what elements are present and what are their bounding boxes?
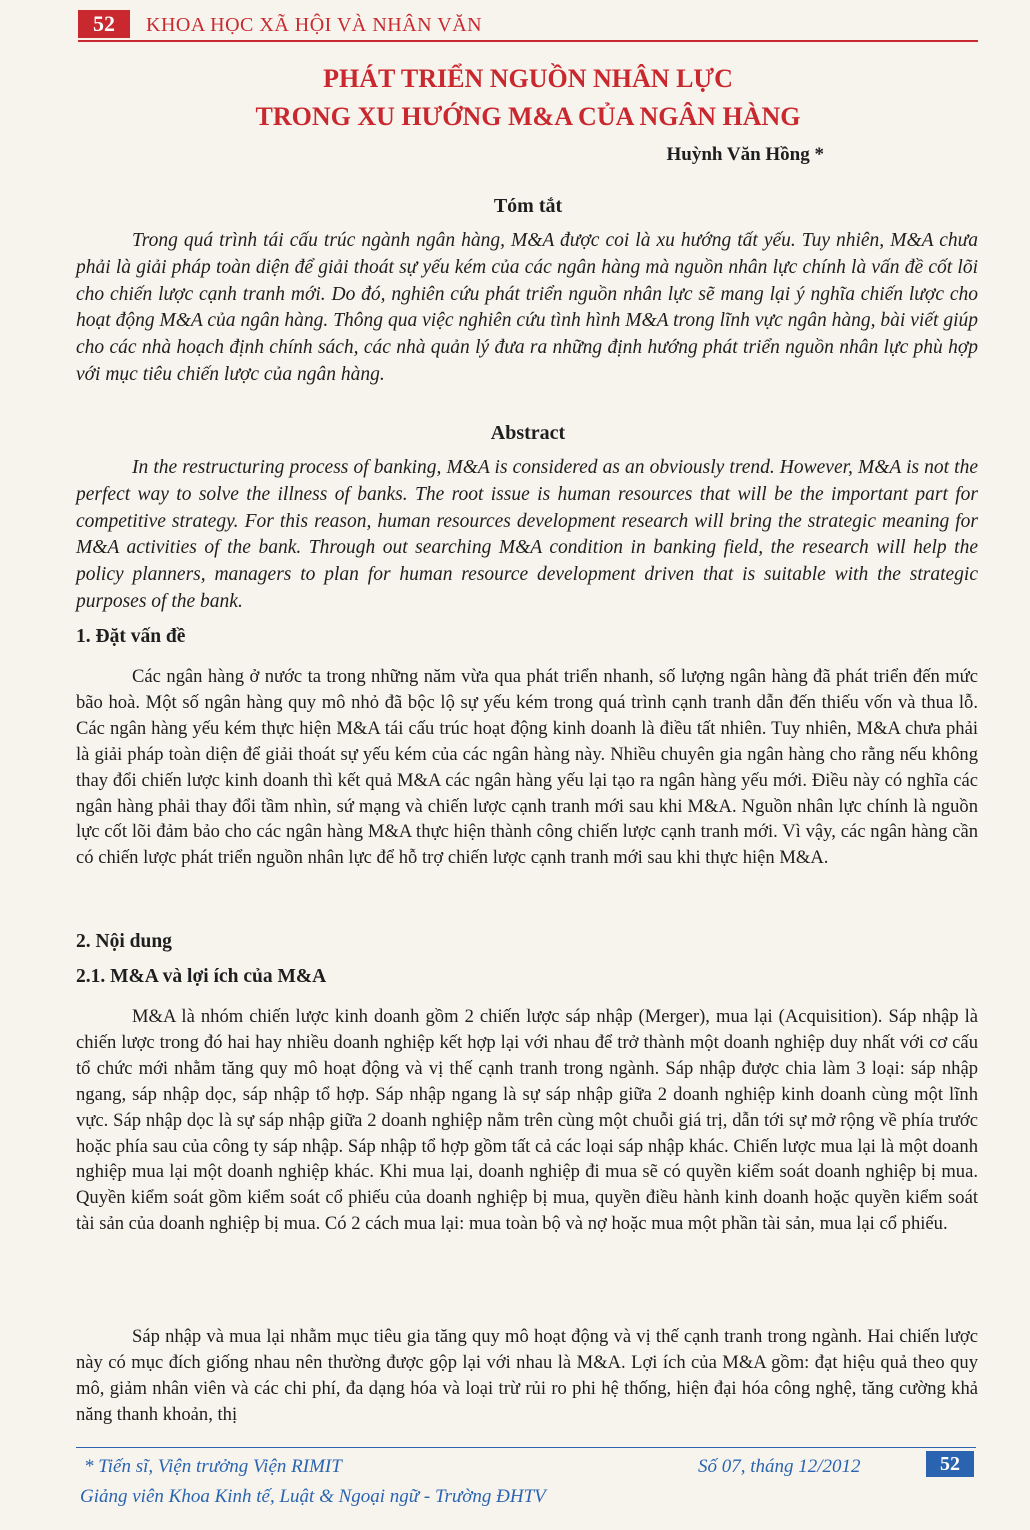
author-footnote: * Tiến sĩ, Viện trưởng Viện RIMIT bbox=[84, 1456, 342, 1477]
header-rule bbox=[78, 40, 978, 42]
issue-info: Số 07, tháng 12/2012 bbox=[698, 1456, 861, 1477]
footer-page-number: 52 bbox=[926, 1451, 974, 1477]
summary-vi-heading: Tóm tắt bbox=[493, 195, 563, 217]
author-affiliation: Giảng viên Khoa Kinh tế, Luật & Ngoại ngữ - Trường ĐHTV bbox=[80, 1486, 546, 1507]
summary-vi-text: Trong quá trình tái cấu trúc ngành ngân hàng, M&A được coi là xu hướng tất yếu. Tuy nhiên, M&A chưa phải là giải pháp toàn diện để giải thoát sự yếu kém của các ngân hàng mà nguồn nhân lực chính là vấn đề cốt lõi cho chiến lược cạnh tranh mới. Do đó, nghiên cứu phát triển nguồn nhân lực sẽ mang lại ý nghĩa chiến lược cho hoạt động M&A của ngân hàng. Thông qua việc nghiên cứu tình hình M&A trong lĩnh vực ngân hàng, bài viết giúp cho các nhà hoạch định chính sách, các nhà quản lý đưa ra những định hướng phát triển nguồn nhân lực phù hợp với mục tiêu chiến lược của ngân hàng. bbox=[76, 230, 978, 385]
title-line-1: PHÁT TRIỂN NGUỒN NHÂN LỰC bbox=[323, 64, 733, 93]
section-2-1-heading: 2.1. M&A và lợi ích của M&A bbox=[76, 966, 327, 987]
author-name: Huỳnh Văn Hồng * bbox=[666, 144, 824, 165]
section-2-1-paragraph-1: M&A là nhóm chiến lược kinh doanh gồm 2 chiến lược sáp nhập (Merger), mua lại (Acquisition). Sáp nhập là chiến lược trong đó hai hay nhiều doanh nghiệp kết hợp lại với nhau để trở thành một doanh nghiệp duy nhất với cơ cấu tổ chức mới nhằm tăng quy mô hoạt động và vị thế cạnh tranh trong ngành. Sáp nhập được chia làm 3 loại: sáp nhập ngang, sáp nhập dọc, sáp nhập tổ hợp. Sáp nhập ngang là sự sáp nhập giữa 2 doanh nghiệp kinh doanh cùng một lĩnh vực. Sáp nhập dọc là sự sáp nhập giữa 2 doanh nghiệp nằm trên cùng một chuỗi giá trị, dẫn tới sự mở rộng về phía trước hoặc phía sau của công ty sáp nhập. Sáp nhập tổ hợp gồm tất cả các loại sáp nhập khác. Chiến lược mua lại là một doanh nghiệp mua lại một doanh nghiệp khác. Khi mua lại, doanh nghiệp đi mua sẽ có quyền kiểm soát doanh nghiệp bị mua. Quyền kiểm soát gồm kiểm soát cổ phiếu của doanh nghiệp bị mua, quyền điều hành kinh doanh hoặc quyền kiểm soát tài sản của doanh nghiệp bị mua. Có 2 cách mua lại: mua toàn bộ và nợ hoặc mua một phần tài sản, mua lại cổ phiếu. bbox=[76, 1006, 978, 1235]
summary-en-text: In the restructuring process of banking, M&A is considered as an obviously trend. However, M&A is not the perfect way to solve the illness of banks. The root issue is human resources that will be the important part for competitive strategy. For this reason, human resources development research will bring the strategic meaning for M&A activities of the bank. Through out searching M&A condition in banking field, the research will help the policy planners, managers to plan for human resource development driven that is suitable with the strategic purposes of the bank. bbox=[76, 457, 978, 612]
article-title bbox=[78, 60, 978, 136]
journal-name: KHOA HỌC XÃ HỘI VÀ NHÂN VĂN bbox=[146, 14, 483, 36]
section-2-heading: 2. Nội dung bbox=[76, 931, 172, 952]
section-1-paragraph: Các ngân hàng ở nước ta trong những năm vừa qua phát triển nhanh, số lượng ngân hàng đã phát triển đến mức bão hoà. Một số ngân hàng quy mô nhỏ đã bộc lộ sự yếu kém trong quá trình cạnh tranh dẫn đến thiếu vốn và thua lỗ. Các ngân hàng yếu kém thực hiện M&A tái cấu trúc hoạt động kinh doanh là điều tất nhiên. Tuy nhiên, M&A chưa phải là giải pháp toàn diện để giải thoát sự yếu kém của các ngân hàng này. Nhiều chuyên gia ngân hàng cho rằng nếu không thay đổi chiến lược kinh doanh thì kết quả M&A các ngân hàng yếu lại tạo ra ngân hàng yếu mới. Điều này có nghĩa các ngân hàng phải thay đổi tầm nhìn, sứ mạng và chiến lược cạnh tranh mới sau khi M&A. Nguồn nhân lực chính là nguồn lực cốt lõi đảm bảo cho các ngân hàng M&A thực hiện thành công chiến lược cạnh tranh mới. Vì vậy, các ngân hàng cần có chiến lược phát triển nguồn nhân lực để hỗ trợ chiến lược cạnh tranh mới sau khi thực hiện M&A. bbox=[76, 666, 978, 869]
summary-en-heading: Abstract bbox=[490, 422, 566, 444]
page-number-badge: 52 bbox=[78, 10, 130, 38]
running-header bbox=[78, 8, 978, 40]
section-2-1-paragraph-2: Sáp nhập và mua lại nhằm mục tiêu gia tăng quy mô hoạt động và vị thế cạnh tranh trong ngành. Hai chiến lược này có mục đích giống nhau nên thường được gộp lại với nhau là M&A. Lợi ích của M&A gồm: đạt hiệu quả theo quy mô, giảm nhân viên và các chi phí, đa dạng hóa và loại trừ rủi ro phi hệ thống, hiện đại hóa công nghệ, tăng cường khả năng thanh khoản, thị bbox=[76, 1326, 978, 1425]
footer-rule bbox=[76, 1447, 976, 1448]
title-line-2: TRONG XU HƯỚNG M&A CỦA NGÂN HÀNG bbox=[255, 102, 801, 131]
section-1-heading: 1. Đặt vấn đề bbox=[76, 626, 186, 647]
